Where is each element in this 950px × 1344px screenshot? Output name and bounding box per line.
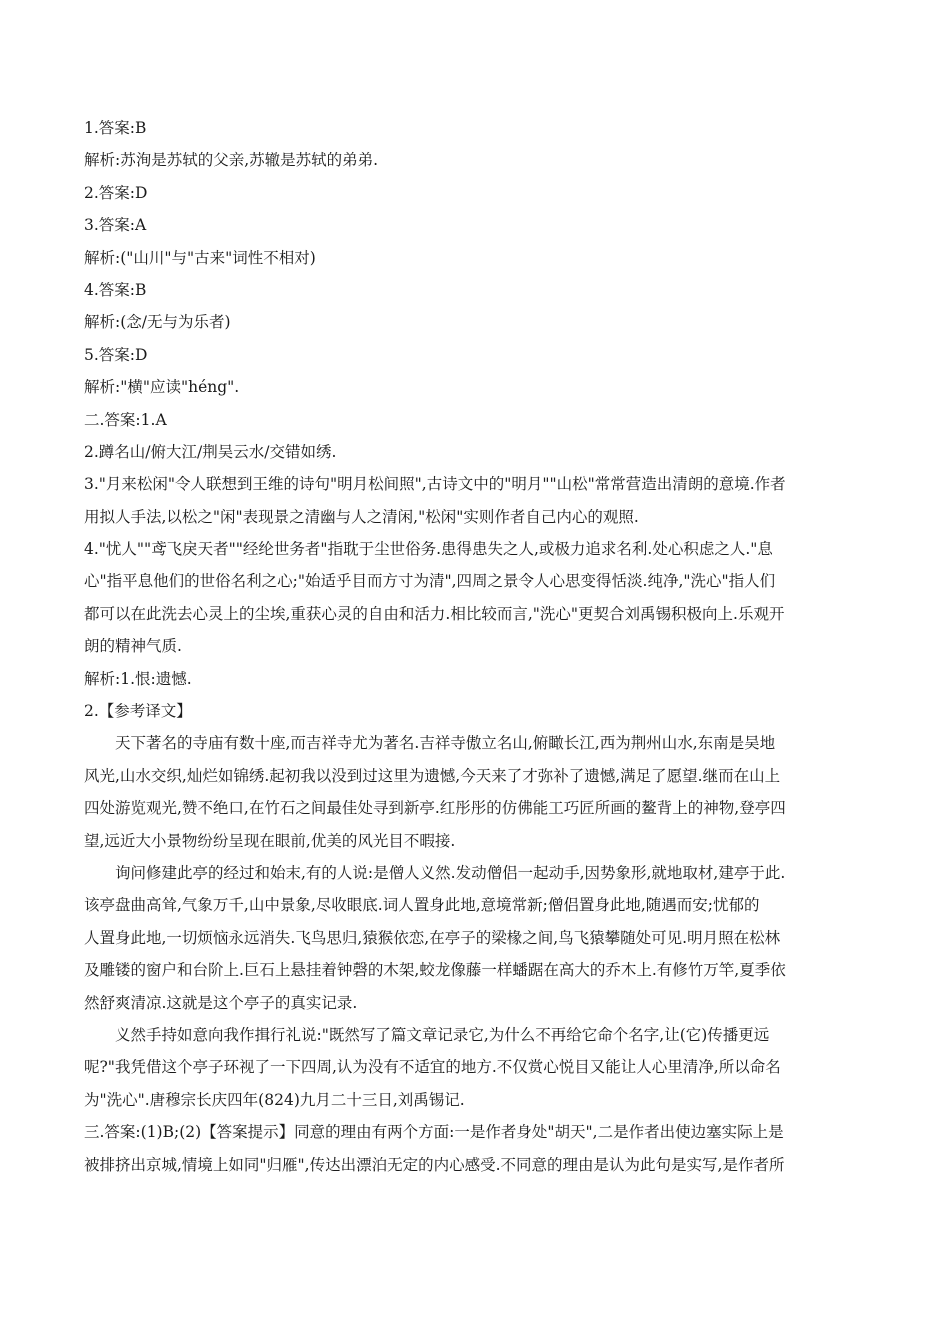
text-line: 该亭盘曲高耸,气象万千,山中景象,尽收眼底.词人置身此地,意境常新;僧侣置身此地,随遇而安;忧郁的 — [84, 896, 760, 915]
text-line: 及雕镂的窗户和台阶上.巨石上悬挂着钟磬的木架,蛟龙像藤一样蟠踞在高大的乔木上.有修竹万竿,夏季依 — [84, 961, 786, 980]
text-line: 2.蹲名山/俯大江/荆吴云水/交错如绣. — [84, 442, 337, 461]
text-line: 5.答案:D — [84, 345, 148, 364]
text-line: 四处游览观光,赞不绝口,在竹石之间最佳处寻到新亭.红彤彤的仿佛能工巧匠所画的鳌背上的神物,登亭四 — [84, 799, 786, 818]
text-line: 风光,山水交织,灿烂如锦绣.起初我以没到过这里为遗憾,今天来了才弥补了遗憾,满足了愿望.继而在山上 — [84, 766, 781, 785]
text-line: 解析:1.恨:遗憾. — [84, 669, 192, 688]
text-line: 朗的精神气质. — [84, 637, 182, 656]
text-line: 解析:苏洵是苏轼的父亲,苏辙是苏轼的弟弟. — [84, 151, 379, 170]
text-line: 心"指平息他们的世俗名利之心;"始适乎目而方寸为清",四周之景令人心思变得恬淡.纯净,"洗心"指人们 — [84, 572, 776, 591]
text-line: 被排挤出京城,情境上如同"归雁",传达出漂泊无定的内心感受.不同意的理由是认为此句是实写,是作者所 — [84, 1155, 785, 1174]
text-line: 1.答案:B — [84, 119, 147, 137]
text-line: 解析:(念/无与为乐者) — [84, 313, 231, 332]
text-line: 解析:("山川"与"古来"词性不相对) — [84, 248, 316, 267]
text-line: 二.答案:1.A — [84, 410, 167, 429]
text-line: 望,远近大小景物纷纷呈现在眼前,优美的风光目不暇接. — [84, 831, 456, 850]
text-line: 2.【参考译文】 — [84, 702, 192, 721]
answer-text-body — [84, 112, 884, 1181]
text-line: 3."月来松闲"令人联想到王维的诗句"明月松间照",古诗文中的"明月""山松"常常营造出清朗的意境.作者 — [84, 475, 786, 494]
paragraph-first-line: 询问修建此亭的经过和始末,有的人说:是僧人义然.发动僧侣一起动手,因势象形,就地取材,建亭于此. — [115, 863, 786, 882]
paragraph-first-line: 天下著名的寺庙有数十座,而吉祥寺尤为著名.吉祥寺傲立名山,俯瞰长江,西为荆州山水,东南是吴地 — [115, 734, 776, 753]
text-line: 都可以在此洗去心灵上的尘埃,重获心灵的自由和活力.相比较而言,"洗心"更契合刘禹锡积极向上.乐观开 — [84, 604, 785, 623]
text-line: 然舒爽清凉.这就是这个亭子的真实记录. — [84, 993, 358, 1012]
text-line: 4.答案:B — [84, 280, 147, 299]
text-line: 三.答案:(1)B;(2)【答案提示】同意的理由有两个方面:一是作者身处"胡天",二是作者出使边塞实际上是 — [84, 1123, 784, 1142]
text-line: 用拟人手法,以松之"闲"表现景之清幽与人之清闲,"松闲"实则作者自己内心的观照. — [84, 507, 639, 526]
text-line: 2.答案:D — [84, 183, 148, 202]
text-line: 为"洗心".唐穆宗长庆四年(824)九月二十三日,刘禹锡记. — [84, 1090, 465, 1109]
text-line: 3.答案:A — [84, 216, 147, 235]
paragraph-first-line: 义然手持如意向我作揖行礼说:"既然写了篇文章记录它,为什么不再给它命个名字,让(它)传播更远 — [115, 1025, 770, 1044]
text-line: 4."忧人""鸢飞戾天者""经纶世务者"指耽于尘世俗务.患得患失之人,或极力追求名利.处心积虑之人."息 — [84, 540, 773, 559]
text-line: 人置身此地,一切烦恼永远消失.飞鸟思归,猿猴依恋,在亭子的梁椽之间,鸟飞猿攀随处可见.明月照在松林 — [84, 928, 781, 947]
text-line: 解析:"横"应读"héng". — [84, 378, 240, 397]
text-line: 呢?"我凭借这个亭子环视了一下四周,认为没有不适宜的地方.不仅赏心悦目又能让人心里清净,所以命名 — [84, 1058, 781, 1077]
